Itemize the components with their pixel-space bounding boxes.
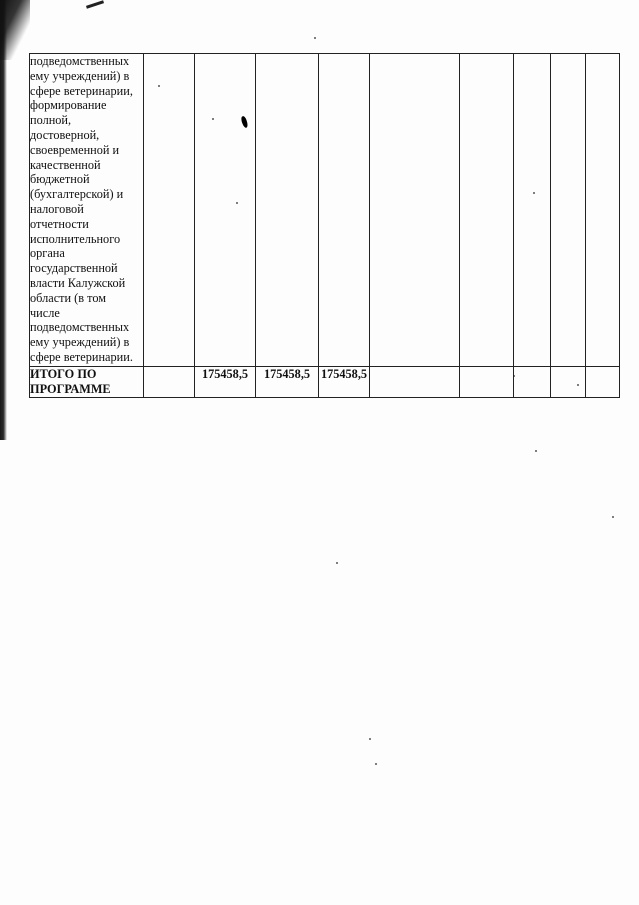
total-value: 175458,5 xyxy=(319,367,370,398)
empty-cell xyxy=(195,54,256,367)
scan-dust xyxy=(375,763,377,765)
scan-shadow-top xyxy=(0,0,30,60)
program-table xyxy=(29,53,620,398)
scan-dust xyxy=(336,562,338,564)
scan-mark xyxy=(86,0,104,8)
description-cell: подведомственных ему учреждений) в сфере ветеринарии, формирование полной, достоверной, своевременной и качественной бюджетной (бухгалтерской) и налоговой отчетности исполнительного органа государственной власти Калужской области (в том числе подведомственных ему учреждений) в сфере ветеринарии. xyxy=(30,54,144,367)
empty-cell xyxy=(460,54,514,367)
total-value: 175458,5 xyxy=(195,367,256,398)
scan-dust xyxy=(612,516,614,518)
empty-cell xyxy=(256,54,319,367)
empty-cell xyxy=(144,367,195,398)
empty-cell xyxy=(460,367,514,398)
empty-cell xyxy=(514,367,551,398)
scan-dust xyxy=(535,450,537,452)
scan-dust xyxy=(314,37,316,39)
total-value: 175458,5 xyxy=(256,367,319,398)
total-label: ИТОГО ПО ПРОГРАММЕ xyxy=(30,367,144,398)
description-row xyxy=(30,54,620,367)
empty-cell xyxy=(370,367,460,398)
empty-cell xyxy=(514,54,551,367)
empty-cell xyxy=(551,54,586,367)
empty-cell xyxy=(319,54,370,367)
empty-cell xyxy=(586,54,620,367)
total-row xyxy=(30,367,620,398)
scan-dust xyxy=(369,738,371,740)
scan-shadow-left xyxy=(0,0,7,440)
empty-cell xyxy=(370,54,460,367)
empty-cell xyxy=(144,54,195,367)
empty-cell xyxy=(586,367,620,398)
empty-cell xyxy=(551,367,586,398)
